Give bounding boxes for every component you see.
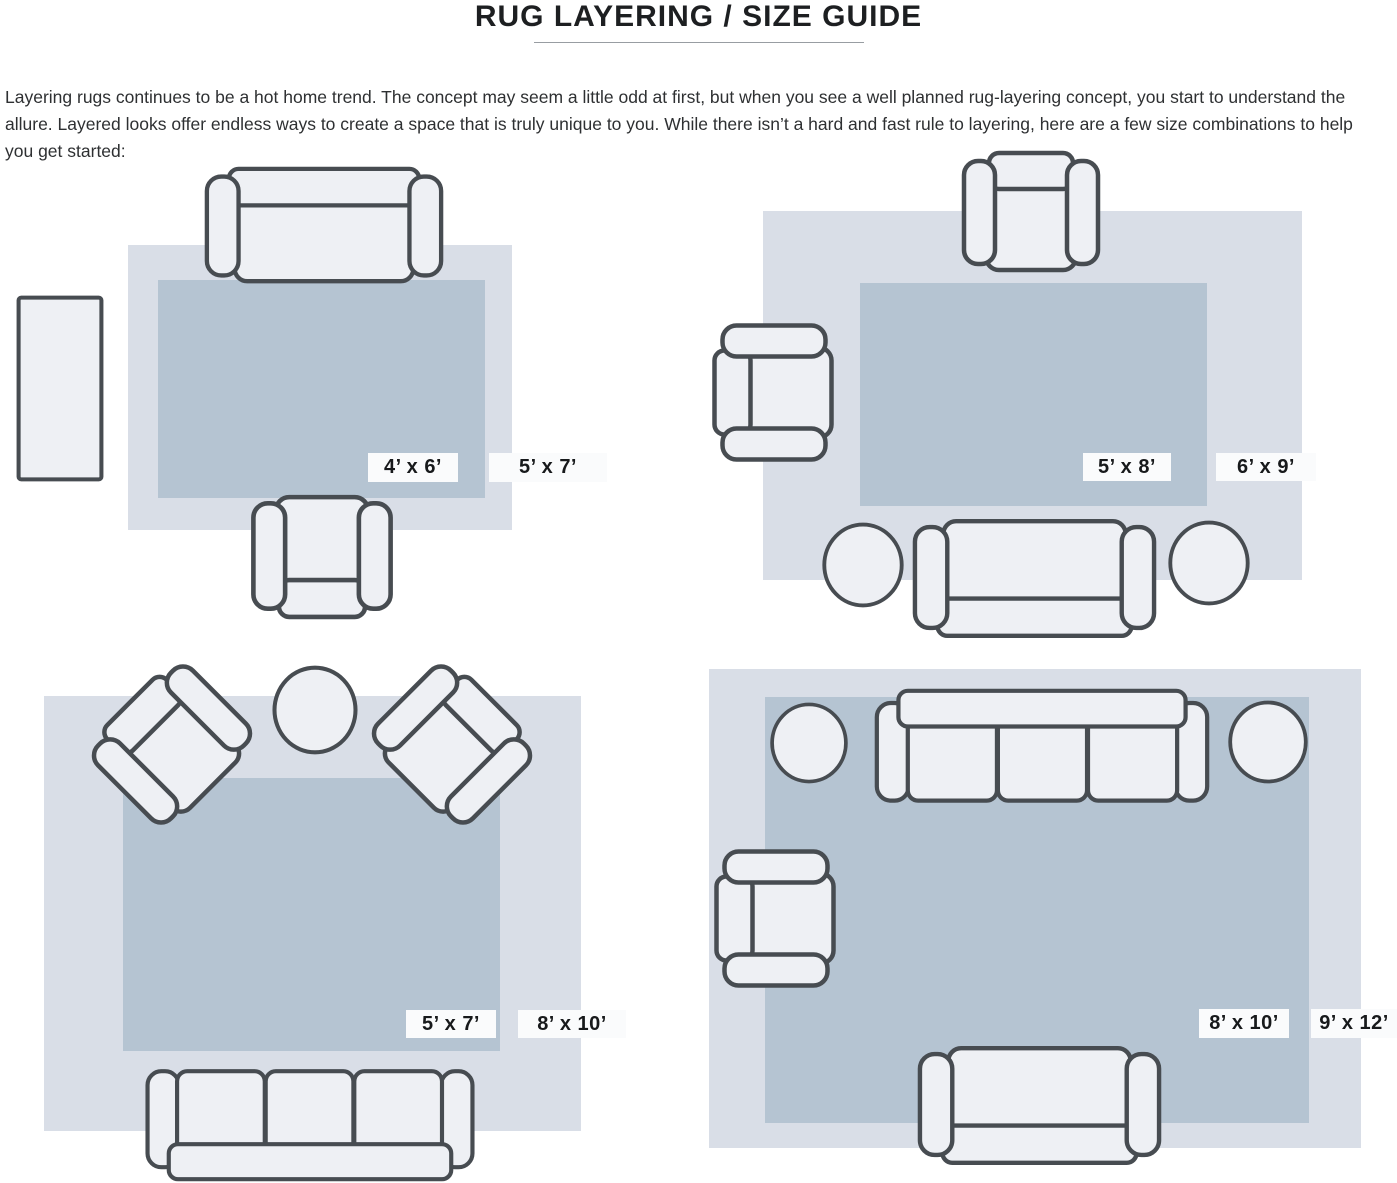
three-seat-sofa: [130, 1062, 490, 1182]
loveseat-sofa: [204, 166, 444, 286]
outer-rug-size-label: 6’ x 9’: [1216, 453, 1316, 481]
armchair: [712, 323, 837, 463]
outer-rug-size-label: 5’ x 7’: [489, 453, 607, 482]
outer-rug-size-label: 8’ x 10’: [518, 1010, 626, 1038]
loveseat-sofa: [912, 515, 1157, 640]
three-seat-sofa: [872, 688, 1212, 810]
loveseat-sofa: [917, 1042, 1162, 1167]
inner-rug-size-label: 4’ x 6’: [368, 453, 458, 482]
round-ottoman: [820, 522, 906, 608]
outer-rug-size-label: 9’ x 12’: [1311, 1009, 1397, 1038]
armchair: [961, 150, 1101, 275]
console-table: [15, 287, 105, 490]
round-ottoman: [768, 702, 850, 784]
inner-rug-size-label: 8’ x 10’: [1199, 1009, 1289, 1038]
armchair: [248, 492, 396, 620]
inner-rug-size-label: 5’ x 7’: [406, 1010, 496, 1038]
page-title: RUG LAYERING / SIZE GUIDE: [474, 0, 923, 33]
round-ottoman: [1226, 700, 1310, 784]
intro-text: Layering rugs continues to be a hot home trend. The concept may seem a little odd at first, but when you see a well planned rug-layering concept, you start to understand the allure. Layered looks offer endless ways to create a space that is truly unique to you. While there isn’t a hard and fast rule to layering, here are a few size combinations to help you get started:: [5, 87, 1353, 161]
inner-rug-size-label: 5’ x 8’: [1083, 453, 1171, 481]
round-ottoman: [1166, 520, 1252, 606]
round-side-table: [270, 665, 360, 755]
armchair: [714, 849, 839, 989]
